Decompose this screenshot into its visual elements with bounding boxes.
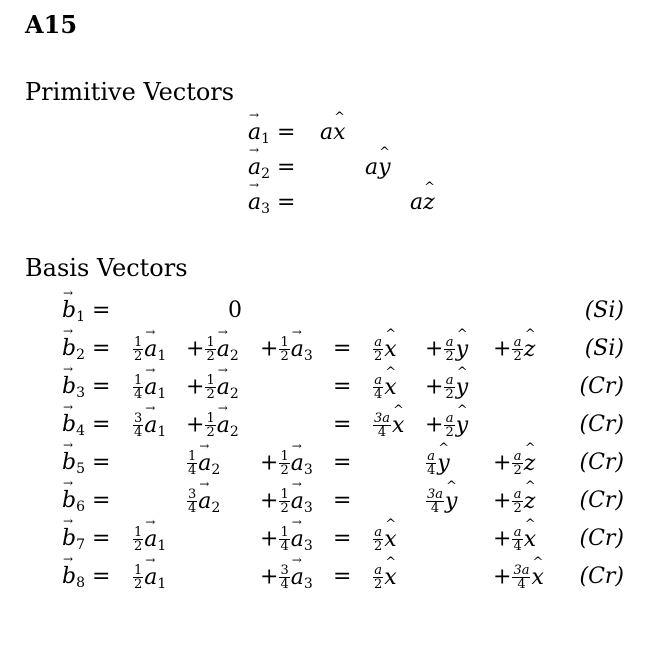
fraction-numerator: 1 [280,525,289,540]
vector-letter: → a [144,527,157,552]
fraction-numerator: 1 [280,449,289,464]
vector-letter: → a [198,489,211,514]
fraction-numerator: 1 [280,335,289,350]
atom-label: (Cr) [579,450,624,475]
equals-sign: = [92,412,111,437]
fraction-denominator: 2 [134,577,143,592]
fraction-denominator: 2 [206,425,215,440]
basis-vector-row [0,564,662,602]
atom-label: (Cr) [579,526,624,551]
basis-vector-lhs [62,450,110,477]
cartesian-term [493,336,535,363]
atom-label: (Cr) [579,374,624,399]
fraction [133,336,143,363]
primitive-term [186,488,220,516]
vector-symbol [291,489,313,514]
fraction-denominator: 2 [445,387,454,402]
vector-subscript: 1 [157,347,167,364]
fraction-numerator: 3a [374,411,391,426]
fraction [373,336,383,363]
fraction [133,412,143,439]
vector-letter: → a [217,413,230,438]
vector-subscript: 6 [76,499,86,515]
atom-label: (Si) [584,336,624,361]
unit-vector-y: ^ y [456,375,468,400]
vector-symbol [62,412,85,437]
vector-symbol [62,336,85,361]
vector-subscript: 1 [157,575,167,592]
equals-sign: = [277,120,296,145]
vector-symbol [62,488,85,513]
basis-vector-row [0,450,662,488]
fraction-denominator: 4 [517,577,526,592]
plus-sign: + [493,526,512,552]
vector-letter: → a [291,565,304,590]
vector-symbol [248,155,270,180]
basis-vector-lhs [62,336,110,363]
cartesian-term [425,374,468,401]
primitive-vector-rhs [410,190,435,215]
fraction-numerator: a [513,525,522,540]
vector-symbol [62,298,85,323]
primitive-term [186,412,239,440]
vector-letter: → a [144,565,157,590]
basis-vectors-heading: Basis Vectors [25,254,188,282]
unit-vector-y: ^ y [456,413,468,438]
primitive-term [132,564,166,592]
fraction-denominator: 2 [280,463,289,478]
vector-symbol [144,375,166,400]
plus-sign: + [260,526,279,552]
atom-label: (Cr) [579,488,624,513]
fraction-numerator: 3a [513,563,530,578]
equals-sign: = [92,526,111,551]
vector-subscript: 3 [303,537,313,554]
fraction-numerator: 1 [280,487,289,502]
fraction [373,412,391,439]
fraction [426,450,436,477]
vector-letter: → b [62,526,76,551]
equals-sign: = [333,564,352,589]
unit-vector-z: ^ z [423,190,435,215]
cartesian-term [372,412,404,439]
vector-letter: → b [62,564,76,589]
vector-letter: → a [291,451,304,476]
cartesian-term [372,526,397,553]
cartesian-term [425,336,468,363]
primitive-vectors-heading: Primitive Vectors [25,78,235,106]
fraction-numerator: a [513,335,522,350]
vector-subscript: 2 [229,385,239,402]
fraction [373,374,383,401]
plus-sign: + [186,336,205,362]
basis-vector-row [0,336,662,374]
basis-vector-lhs [62,298,110,325]
vector-letter: → a [291,527,304,552]
fraction-numerator: 1 [206,411,215,426]
cartesian-term [425,412,468,439]
vector-symbol [217,375,239,400]
basis-vector-row [0,412,662,450]
vector-symbol [144,337,166,362]
primitive-term [186,374,239,402]
vector-symbol [291,527,313,552]
fraction-denominator: 4 [513,539,522,554]
plus-sign: + [493,564,512,590]
vector-letter: → a [248,155,261,180]
primitive-term [132,412,166,440]
coefficient: a [365,155,379,180]
primitive-vector-rhs [320,120,346,145]
vector-subscript: 3 [303,499,313,516]
vector-subscript: 2 [76,347,86,363]
fraction-numerator: 1 [206,373,215,388]
vector-letter: → b [62,412,76,437]
fraction-denominator: 2 [374,539,383,554]
fraction-denominator: 2 [374,349,383,364]
fraction [512,564,530,591]
vector-subscript: 1 [157,423,167,440]
vector-symbol [62,374,85,399]
vector-letter: → a [144,375,157,400]
unit-vector-x: ^ x [384,375,396,400]
fraction-numerator: 1 [188,449,197,464]
unit-vector-x: ^ x [333,120,345,145]
fraction-denominator: 2 [513,349,522,364]
vector-subscript: 4 [76,423,86,439]
vector-symbol [62,526,85,551]
vector-letter: → a [291,489,304,514]
primitive-term [132,526,166,554]
cartesian-term [493,488,535,515]
vector-subscript: 3 [303,347,313,364]
unit-vector-z: ^ z [524,337,536,362]
fraction-denominator: 2 [134,539,143,554]
basis-vector-row [0,526,662,564]
equals-sign: = [277,190,296,215]
unit-vector-y: ^ y [378,155,390,180]
vector-symbol [144,413,166,438]
vector-symbol [217,413,239,438]
equals-sign: = [92,564,111,589]
fraction-numerator: 1 [206,335,215,350]
fraction-denominator: 2 [513,501,522,516]
primitive-term [132,336,166,364]
unit-vector-y: ^ y [437,451,449,476]
vector-subscript: 8 [76,575,86,591]
vector-letter: → b [62,336,76,361]
basis-vector-lhs [62,564,110,591]
vector-subscript: 3 [303,461,313,478]
atom-label: (Si) [584,298,624,323]
fraction [279,564,289,591]
zero-value: 0 [228,298,242,323]
plus-sign: + [260,450,279,476]
cartesian-term [493,526,536,553]
vector-symbol [198,489,220,514]
fraction-numerator: a [513,449,522,464]
unit-vector-x: ^ x [392,413,404,438]
unit-vector-z: ^ z [524,489,536,514]
cartesian-term [425,450,450,477]
plus-sign: + [186,374,205,400]
fraction-denominator: 4 [188,463,197,478]
vector-letter: → a [248,120,261,145]
basis-vector-lhs [62,374,110,401]
plus-sign: + [260,336,279,362]
equals-sign: = [92,374,111,399]
fraction-denominator: 4 [134,425,143,440]
fraction-numerator: a [445,335,454,350]
cartesian-term [372,336,397,363]
vector-letter: → a [217,337,230,362]
vector-symbol [217,337,239,362]
fraction [512,526,522,553]
fraction [512,488,522,515]
fraction [512,450,522,477]
unit-vector-x: ^ x [524,527,536,552]
primitive-term [260,564,313,592]
unit-vector-x: ^ x [384,337,396,362]
cartesian-term [425,488,457,515]
fraction [512,336,522,363]
fraction-denominator: 4 [280,539,289,554]
vector-subscript: 5 [76,461,86,477]
fraction [205,412,215,439]
plus-sign: + [425,374,444,400]
equals-sign: = [92,450,111,475]
vector-letter: → b [62,488,76,513]
fraction-denominator: 2 [280,501,289,516]
equals-sign: = [277,155,296,180]
fraction-denominator: 2 [280,349,289,364]
primitive-term [260,526,313,554]
vector-subscript: 2 [229,423,239,440]
vector-subscript: 3 [261,201,271,217]
fraction-numerator: a [374,525,383,540]
fraction [187,488,197,515]
vector-subscript: 2 [211,499,221,516]
primitive-term [132,374,166,402]
fraction [205,374,215,401]
fraction [133,526,143,553]
vector-letter: → a [217,375,230,400]
equals-sign: = [333,488,352,513]
vector-symbol [198,451,220,476]
vector-letter: → b [62,450,76,475]
primitive-term [260,488,313,516]
fraction-denominator: 4 [280,577,289,592]
unit-vector-z: ^ z [524,451,536,476]
fraction [279,450,289,477]
vector-letter: → a [248,190,261,215]
fraction-numerator: a [445,411,454,426]
fraction-numerator: a [374,335,383,350]
basis-vector-lhs [62,488,110,515]
vector-subscript: 7 [76,537,86,553]
equals-sign: = [333,412,352,437]
page-title: A15 [25,10,78,39]
fraction-denominator: 2 [445,349,454,364]
fraction [444,336,454,363]
fraction [279,336,289,363]
plus-sign: + [260,564,279,590]
basis-vector-row [0,488,662,526]
equals-sign: = [333,336,352,361]
vector-symbol [144,565,166,590]
fraction-numerator: 1 [134,525,143,540]
equals-sign: = [333,450,352,475]
unit-vector-x: ^ x [531,565,543,590]
primitive-term [186,336,239,364]
basis-vector-lhs [62,526,110,553]
fraction-denominator: 2 [206,349,215,364]
vector-symbol [291,451,313,476]
fraction-denominator: 4 [430,501,440,516]
fraction-denominator: 4 [188,501,197,516]
basis-vector-row [0,298,662,336]
fraction-denominator: 2 [445,425,454,440]
basis-vector-row [0,374,662,412]
vector-subscript: 3 [76,385,86,401]
fraction-numerator: 3 [134,411,143,426]
equals-sign: = [92,336,111,361]
fraction [205,336,215,363]
atom-label: (Cr) [579,412,624,437]
fraction-denominator: 4 [134,387,143,402]
plus-sign: + [425,336,444,362]
equals-sign: = [333,526,352,551]
vector-symbol [62,450,85,475]
primitive-term [186,450,220,478]
unit-vector-y: ^ y [456,337,468,362]
plus-sign: + [493,450,512,476]
plus-sign: + [186,412,205,438]
vector-symbol [291,565,313,590]
vector-subscript: 2 [261,166,271,182]
vector-subscript: 1 [157,385,167,402]
fraction-numerator: a [374,373,383,388]
vector-letter: → b [62,374,76,399]
fraction-denominator: 2 [513,463,522,478]
vector-symbol [62,564,85,589]
plus-sign: + [425,412,444,438]
unit-vector-y: ^ y [445,489,457,514]
atom-label: (Cr) [579,564,624,589]
plus-sign: + [493,488,512,514]
vector-subscript: 1 [261,131,271,147]
cartesian-term [372,374,397,401]
fraction-numerator: a [445,373,454,388]
coefficient: a [320,120,334,145]
vector-symbol [291,337,313,362]
unit-vector-x: ^ x [384,565,396,590]
fraction [187,450,197,477]
plus-sign: + [260,488,279,514]
fraction-numerator: 1 [134,563,143,578]
equals-sign: = [92,298,111,323]
fraction-numerator: 3 [280,563,289,578]
fraction-numerator: 1 [134,335,143,350]
vector-subscript: 2 [229,347,239,364]
equals-sign: = [92,488,111,513]
cartesian-term [493,450,535,477]
basis-vector-lhs [62,412,110,439]
fraction-numerator: a [374,563,383,578]
vector-symbol [144,527,166,552]
vector-letter: → b [62,298,76,323]
vector-symbol [248,120,270,145]
vector-subscript: 1 [157,537,167,554]
cartesian-term [372,564,397,591]
fraction [444,412,454,439]
vector-subscript: 1 [76,309,86,325]
fraction [444,374,454,401]
primitive-vector-rhs [365,155,391,180]
fraction [373,526,383,553]
fraction-numerator: a [513,487,522,502]
vector-subscript: 3 [303,575,313,592]
fraction [133,564,143,591]
coefficient: a [410,190,424,215]
fraction [279,526,289,553]
fraction-denominator: 2 [206,387,215,402]
fraction-denominator: 4 [427,463,436,478]
cartesian-term [493,564,544,591]
vector-subscript: 2 [211,461,221,478]
fraction-numerator: 3a [427,487,444,502]
plus-sign: + [493,336,512,362]
fraction [426,488,444,515]
fraction-numerator: 3 [188,487,197,502]
fraction-denominator: 2 [134,349,143,364]
vector-symbol [248,190,270,215]
vector-letter: → a [291,337,304,362]
equals-sign: = [333,374,352,399]
fraction [279,488,289,515]
vector-letter: → a [198,451,211,476]
primitive-vector-lhs [248,190,295,217]
vector-letter: → a [144,413,157,438]
fraction-denominator: 2 [374,577,383,592]
fraction-numerator: a [427,449,436,464]
primitive-term [260,450,313,478]
fraction-numerator: 1 [134,373,143,388]
primitive-term [260,336,313,364]
fraction [133,374,143,401]
fraction-denominator: 4 [377,425,387,440]
fraction-denominator: 4 [374,387,383,402]
vector-letter: → a [144,337,157,362]
fraction [373,564,383,591]
unit-vector-x: ^ x [384,527,396,552]
